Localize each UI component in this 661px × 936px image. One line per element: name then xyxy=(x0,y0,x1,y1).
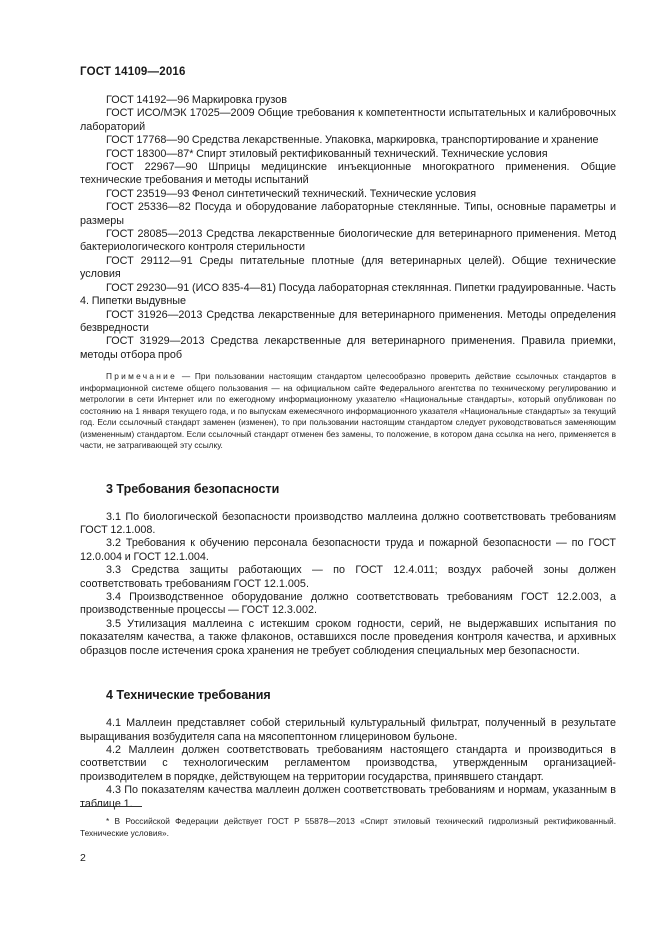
note-label: Примечание xyxy=(106,371,178,382)
footnote-divider xyxy=(80,806,142,807)
section-4-heading: 4 Технические требования xyxy=(106,688,271,703)
reference-item: ГОСТ 23519—93 Фенол синтетический технический. Технические условия xyxy=(106,187,477,200)
reference-item: ГОСТ ИСО/МЭК 17025—2009 Общие требования к компетентности испытательных и калибровочных лабораторий xyxy=(80,107,616,133)
clause-paragraph: 3.4 Производственное оборудование должно соответствовать требованиям ГОСТ 12.2.003, а производственные процессы — ГОСТ 12.3.002. xyxy=(80,591,616,617)
reference-item: ГОСТ 17768—90 Средства лекарственные. Упаковка, маркировка, транспортирование и хранение xyxy=(106,134,599,147)
note-paragraph xyxy=(80,371,616,452)
page-number: 2 xyxy=(80,852,86,864)
clause-paragraph: 3.5 Утилизация маллеина с истекшим сроком годности, серий, не выдержавших испытания по показателям качества, а также флаконов, оставшихся после проведения контроля качества, и архивных образцов после истечения срока хранения не требует соблюдения специальных мер безопасности. xyxy=(80,617,616,657)
reference-item: ГОСТ 28085—2013 Средства лекарственные биологические для ветеринарного применения. Метод бактериологического контроля стерильности xyxy=(80,228,616,254)
section-3-heading: 3 Требования безопасности xyxy=(106,481,280,496)
clause-paragraph: 3.3 Средства защиты работающих — по ГОСТ 12.4.011; воздух рабочей зоны должен соответствовать требованиям ГОСТ 12.1.005. xyxy=(80,564,616,590)
page-body xyxy=(80,94,616,811)
reference-item: ГОСТ 14192—96 Маркировка грузов xyxy=(106,94,287,106)
clause-paragraph: 3.2 Требования к обучению персонала безопасности труда и пожарной безопасности — по ГОСТ 12.0.004 и ГОСТ 12.1.004. xyxy=(80,537,616,563)
reference-item: ГОСТ 29112—91 Среды питательные плотные (для ветеринарных целей). Общие технические условия xyxy=(80,254,616,281)
reference-item: ГОСТ 29230—91 (ИСО 835-4—81) Посуда лабораторная стеклянная. Пипетки градуированные. Часть 4. Пипетки выдувные xyxy=(80,281,616,308)
section-4-body xyxy=(80,717,616,811)
clause-paragraph: 3.1 По биологической безопасности производство маллеина должно соответствовать требованиям ГОСТ 12.1.008. xyxy=(80,510,616,537)
clause-paragraph: 4.3 По показателям качества маллеин должен соответствовать требованиям и нормам, указанным в таблице 1. xyxy=(80,784,616,810)
page-header: ГОСТ 14109—2016 xyxy=(80,66,186,78)
clause-paragraph: 4.2 Маллеин должен соответствовать требованиям настоящего стандарта и производиться в соответствии с технологическим регламентом производства, утвержденным организацией-производителем в порядке, действующем на территории государства, принявшего стандарт. xyxy=(80,743,616,783)
reference-item: ГОСТ 18300—87* Спирт этиловый ректификованный технический. Технические условия xyxy=(106,147,548,160)
reference-item: ГОСТ 31929—2013 Средства лекарственные для ветеринарного применения. Правила приемки, методы отбора проб xyxy=(80,335,616,361)
clause-paragraph: 4.1 Маллеин представляет собой стерильный культуральный фильтрат, полученный в результате выращивания возбудителя сапа на мясопептонном глицериновом бульоне. xyxy=(80,717,616,743)
reference-item: ГОСТ 25336—82 Посуда и оборудование лабораторные стеклянные. Типы, основные параметры и размеры xyxy=(80,201,616,227)
section-3-body xyxy=(80,511,616,658)
normative-references-list xyxy=(80,94,616,362)
reference-item: ГОСТ 31926—2013 Средства лекарственные для ветеринарного применения. Методы определения безвредности xyxy=(80,308,616,334)
note-text: — При пользовании настоящим стандартом целесообразно проверить действие ссылочных стандартов в информационной системе общего пользования — на официальном сайте Федерального агентства по техническому регулированию и метрологии в сети Интернет или по ежегодному информационному указателю «Национальные стандарты», который опубликован по состоянию на 1 января текущего года, и по выпускам ежемесячного информационного указателя «Национальные стандарты» за текущий год. Если ссылочный стандарт заменен (изменен), то при пользовании настоящим стандартом следует руководствоваться заменяющим (измененным) стандартом. Если ссылочный стандарт отменен без замены, то положение, в котором дана ссылка на него, применяется в части, не затрагивающей эту ссылку. xyxy=(80,371,616,451)
footnote: * В Российской Федерации действует ГОСТ Р 55878—2013 «Спирт этиловый технический гидролизный ректификованный. Технические условия». xyxy=(80,816,616,838)
reference-item: ГОСТ 22967—90 Шприцы медицинские инъекционные многократного применения. Общие технические требования и методы испытаний xyxy=(80,161,616,187)
